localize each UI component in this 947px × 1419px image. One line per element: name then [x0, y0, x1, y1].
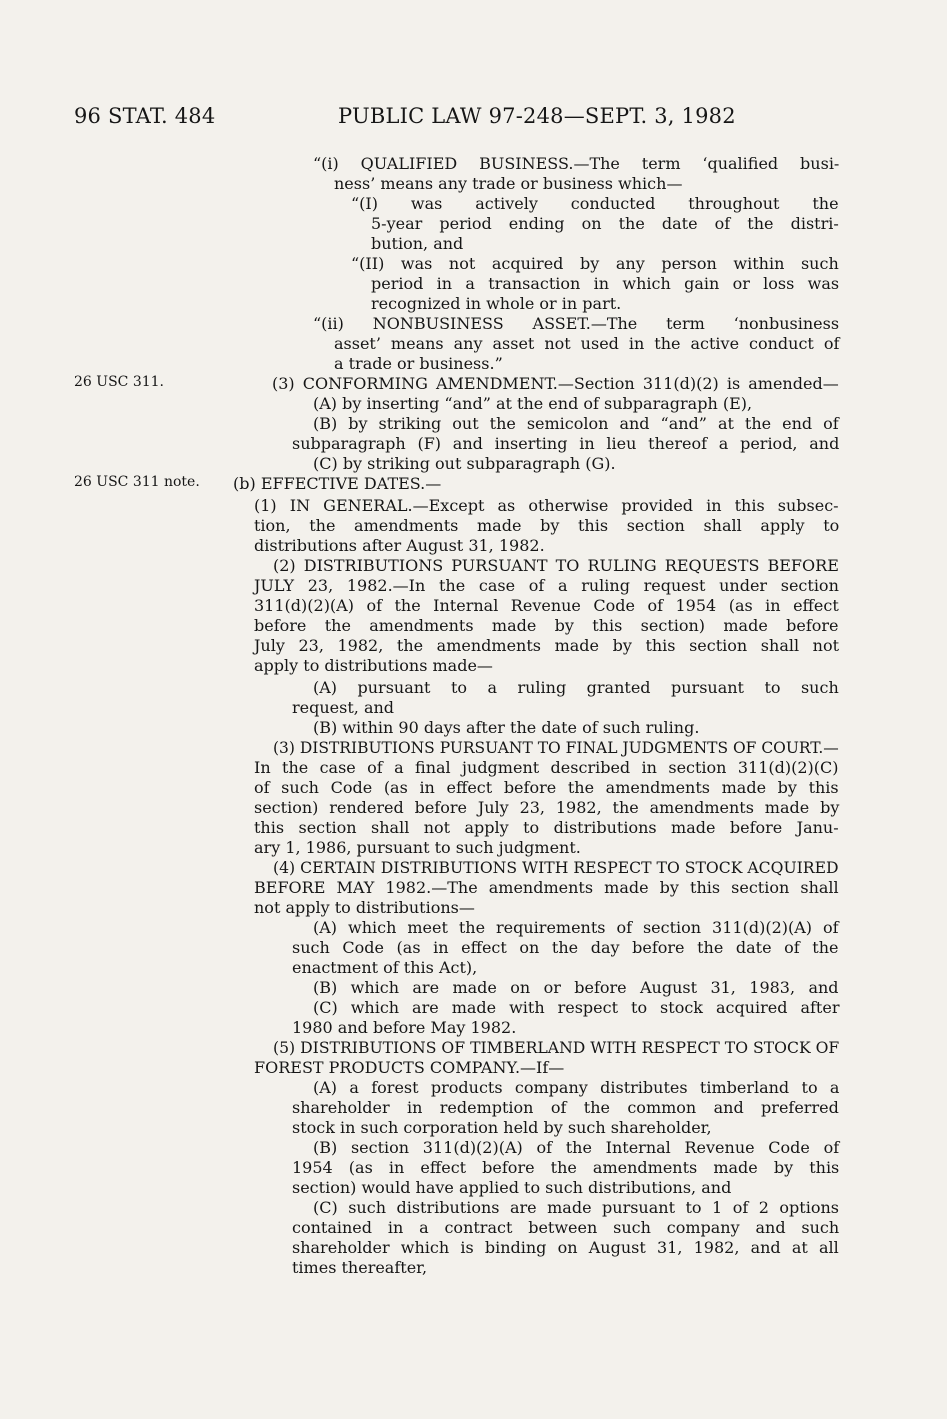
- text-line: “(II) was not acquired by any person within such: [351, 254, 839, 273]
- text-line: shareholder in redemption of the common and preferred: [292, 1098, 839, 1117]
- text-line: “(I) was actively conducted throughout the: [351, 194, 839, 213]
- text-line: bution, and: [371, 234, 464, 253]
- text-line: not apply to distributions—: [254, 898, 475, 917]
- text-line: recognized in whole or in part.: [371, 294, 622, 313]
- text-line: 1980 and before May 1982.: [292, 1018, 517, 1037]
- text-line: (A) which meet the requirements of section 311(d)(2)(A) of: [313, 918, 839, 937]
- text-line: (3) CONFORMING AMENDMENT.—Section 311(d)(2) is amended—: [272, 374, 839, 393]
- text-line: asset’ means any asset not used in the active conduct of: [334, 334, 840, 353]
- text-line: period in a transaction in which gain or loss was: [371, 274, 840, 293]
- text-line: section) would have applied to such distributions, and: [292, 1178, 732, 1197]
- margin-note: 26 USC 311 note.: [74, 474, 200, 490]
- text-line: of such Code (as in effect before the amendments made by this: [254, 778, 839, 797]
- text-line: distributions after August 31, 1982.: [254, 536, 545, 555]
- text-line: before the amendments made by this section) made before: [254, 616, 839, 635]
- text-line: (C) which are made with respect to stock acquired after: [313, 998, 840, 1017]
- text-line: (B) within 90 days after the date of such ruling.: [313, 718, 700, 737]
- text-line: 5-year period ending on the date of the distri-: [371, 214, 839, 233]
- text-line: BEFORE MAY 1982.—The amendments made by this section shall: [254, 878, 839, 897]
- text-line: (C) by striking out subparagraph (G).: [313, 454, 616, 473]
- margin-note: 26 USC 311.: [74, 374, 164, 390]
- text-line: FOREST PRODUCTS COMPANY.—If—: [254, 1058, 565, 1077]
- text-line: (2) DISTRIBUTIONS PURSUANT TO RULING REQUESTS BEFORE: [273, 556, 839, 575]
- text-line: (A) a forest products company distributes timberland to a: [313, 1078, 840, 1097]
- text-line: ary 1, 1986, pursuant to such judgment.: [254, 838, 581, 857]
- text-line: “(i) QUALIFIED BUSINESS.—The term ‘qualified busi-: [313, 154, 840, 173]
- text-line: (B) which are made on or before August 31, 1983, and: [313, 978, 839, 997]
- text-line: (A) pursuant to a ruling granted pursuant to such: [313, 678, 839, 697]
- text-line: shareholder which is binding on August 31, 1982, and at all: [292, 1238, 839, 1257]
- text-line: this section shall not apply to distributions made before Janu-: [254, 818, 839, 837]
- text-line: (4) CERTAIN DISTRIBUTIONS WITH RESPECT TO STOCK ACQUIRED: [273, 858, 839, 877]
- text-line: contained in a contract between such company and such: [292, 1218, 840, 1237]
- text-line: stock in such corporation held by such shareholder,: [292, 1118, 712, 1137]
- text-line: July 23, 1982, the amendments made by this section shall not: [254, 636, 840, 655]
- text-line: apply to distributions made—: [254, 656, 493, 675]
- law-title: PUBLIC LAW 97-248—SEPT. 3, 1982: [338, 104, 736, 128]
- text-line: (5) DISTRIBUTIONS OF TIMBERLAND WITH RESPECT TO STOCK OF: [273, 1038, 840, 1057]
- text-line: (B) section 311(d)(2)(A) of the Internal Revenue Code of: [313, 1138, 840, 1157]
- text-line: tion, the amendments made by this section shall apply to: [254, 516, 840, 535]
- text-line: (1) IN GENERAL.—Except as otherwise provided in this subsec-: [254, 496, 839, 515]
- text-line: JULY 23, 1982.—In the case of a ruling request under section: [254, 576, 839, 595]
- text-line: subparagraph (F) and inserting in lieu thereof a period, and: [292, 434, 840, 453]
- text-line: 311(d)(2)(A) of the Internal Revenue Code of 1954 (as in effect: [254, 596, 839, 615]
- text-line: “(ii) NONBUSINESS ASSET.—The term ‘nonbusiness: [313, 314, 840, 333]
- text-line: (C) such distributions are made pursuant to 1 of 2 options: [313, 1198, 839, 1217]
- text-line: request, and: [292, 698, 395, 717]
- text-line: (B) by striking out the semicolon and “and” at the end of: [313, 414, 839, 433]
- text-line: section) rendered before July 23, 1982, the amendments made by: [254, 798, 840, 817]
- text-line: enactment of this Act),: [292, 958, 478, 977]
- text-line: In the case of a final judgment described in section 311(d)(2)(C): [254, 758, 839, 777]
- text-line: times thereafter,: [292, 1258, 428, 1277]
- text-line: 1954 (as in effect before the amendments made by this: [292, 1158, 840, 1177]
- text-line: (3) DISTRIBUTIONS PURSUANT TO FINAL JUDGMENTS OF COURT.—: [273, 738, 839, 757]
- text-line: ness’ means any trade or business which—: [334, 174, 683, 193]
- text-line: such Code (as in effect on the day before the date of the: [292, 938, 839, 957]
- text-line: (A) by inserting “and” at the end of subparagraph (E),: [313, 394, 753, 413]
- text-line: a trade or business.”: [334, 354, 503, 373]
- text-line: (b) EFFECTIVE DATES.—: [233, 474, 442, 493]
- stat-reference: 96 STAT. 484: [74, 104, 216, 128]
